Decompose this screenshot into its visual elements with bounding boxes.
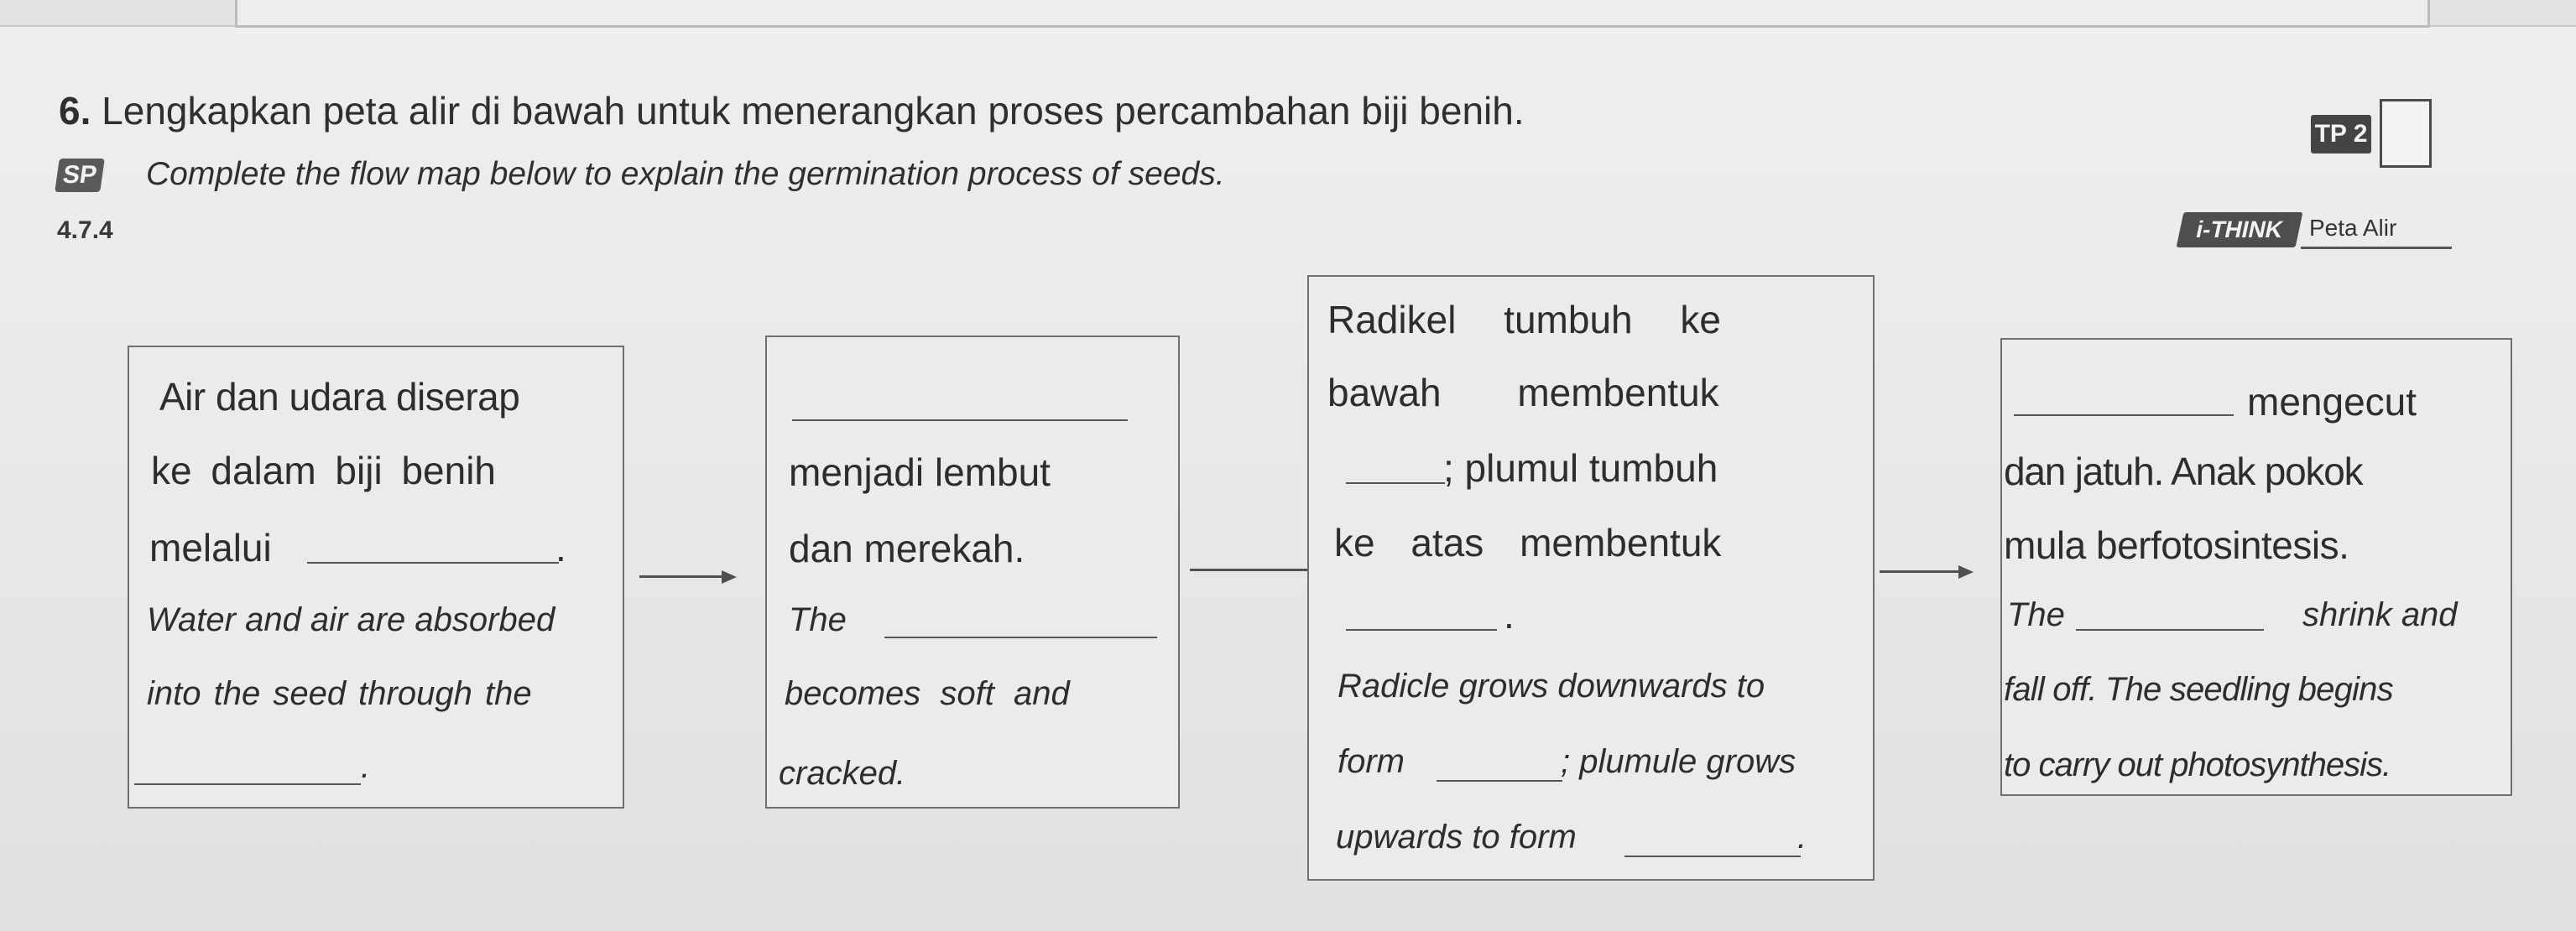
tp-checkbox[interactable] xyxy=(2380,99,2432,168)
box3-en-line2: form xyxy=(1338,743,1405,780)
box3-en-line3: ; plumule grows xyxy=(1561,743,1796,780)
box1-en-line1: Water and air are absorbed xyxy=(147,601,555,638)
question-text-ms: Lengkapkan peta alir di bawah untuk menerangkan proses percambahan biji benih. xyxy=(102,89,1525,133)
question-title-en: Complete the flow map below to explain the germination process of seeds. xyxy=(146,156,1225,192)
flow-arrow-3 xyxy=(1880,570,1970,573)
previous-question-box xyxy=(235,0,2430,28)
box3-ms-line2: bawah membentuk xyxy=(1327,371,1719,414)
question-title-ms xyxy=(59,88,1525,133)
ithink-map-label: Peta Alir xyxy=(2309,215,2397,241)
box3-ms-period: . xyxy=(1504,593,1515,637)
box4-en-line3: fall off. The seedling begins xyxy=(2004,671,2393,708)
box3-ms-line1: Radikel tumbuh ke xyxy=(1327,298,1721,341)
box2-en-line3: cracked. xyxy=(779,755,906,792)
box3-en-period: . xyxy=(1797,819,1807,856)
box2-en-line1: The xyxy=(789,601,847,638)
box1-ms-line3: melalui xyxy=(149,526,272,570)
box4-ms-line2: dan jatuh. Anak pokok xyxy=(2004,450,2363,493)
box4-en-line1: The xyxy=(2007,596,2065,633)
box1-ms-line2: ke dalam biji benih xyxy=(151,449,497,492)
box1-blank-2[interactable] xyxy=(134,783,361,785)
box1-ms-line1: Air dan udara diserap xyxy=(159,375,520,419)
box1-ms-period: . xyxy=(555,526,566,570)
box3-en-line1: Radicle grows downwards to xyxy=(1338,668,1765,705)
box1-en-line2: into the seed through the xyxy=(147,675,532,712)
box3-blank-1[interactable] xyxy=(1346,482,1445,484)
tp-level-badge: TP 2 xyxy=(2311,115,2371,153)
box3-blank-4[interactable] xyxy=(1624,856,1801,857)
box1-blank-1[interactable] xyxy=(307,562,559,564)
box4-en-line4: to carry out photosynthesis. xyxy=(2004,746,2391,783)
box4-blank-2[interactable] xyxy=(2076,629,2264,631)
box2-ms-line2: dan merekah. xyxy=(789,527,1025,570)
flow-box-2 xyxy=(765,335,1180,809)
box3-blank-3[interactable] xyxy=(1437,780,1562,782)
question-number: 6. xyxy=(59,89,91,133)
flow-arrow-1 xyxy=(639,575,733,578)
box2-blank-2[interactable] xyxy=(884,637,1157,638)
sp-badge: SP xyxy=(55,159,105,192)
standard-code: 4.7.4 xyxy=(57,216,113,244)
box3-ms-line4: ke atas membentuk xyxy=(1334,521,1722,564)
box3-en-line4: upwards to form xyxy=(1336,819,1577,856)
box2-blank-1[interactable] xyxy=(792,419,1128,421)
box4-blank-1[interactable] xyxy=(2014,414,2234,416)
box2-ms-line1: menjadi lembut xyxy=(789,450,1051,494)
box3-blank-2[interactable] xyxy=(1346,629,1497,631)
box4-ms-line1: mengecut xyxy=(2247,380,2417,424)
ithink-underline xyxy=(2301,247,2452,249)
box1-en-period: . xyxy=(361,748,371,785)
box2-en-line2: becomes soft and xyxy=(785,675,1070,712)
box4-en-line2: shrink and xyxy=(2302,596,2458,633)
flow-box-3 xyxy=(1307,275,1875,881)
box4-ms-line3: mula berfotosintesis. xyxy=(2004,523,2349,567)
box3-ms-line3: ; plumul tumbuh xyxy=(1443,446,1718,490)
ithink-badge: i-THINK xyxy=(2177,212,2303,247)
